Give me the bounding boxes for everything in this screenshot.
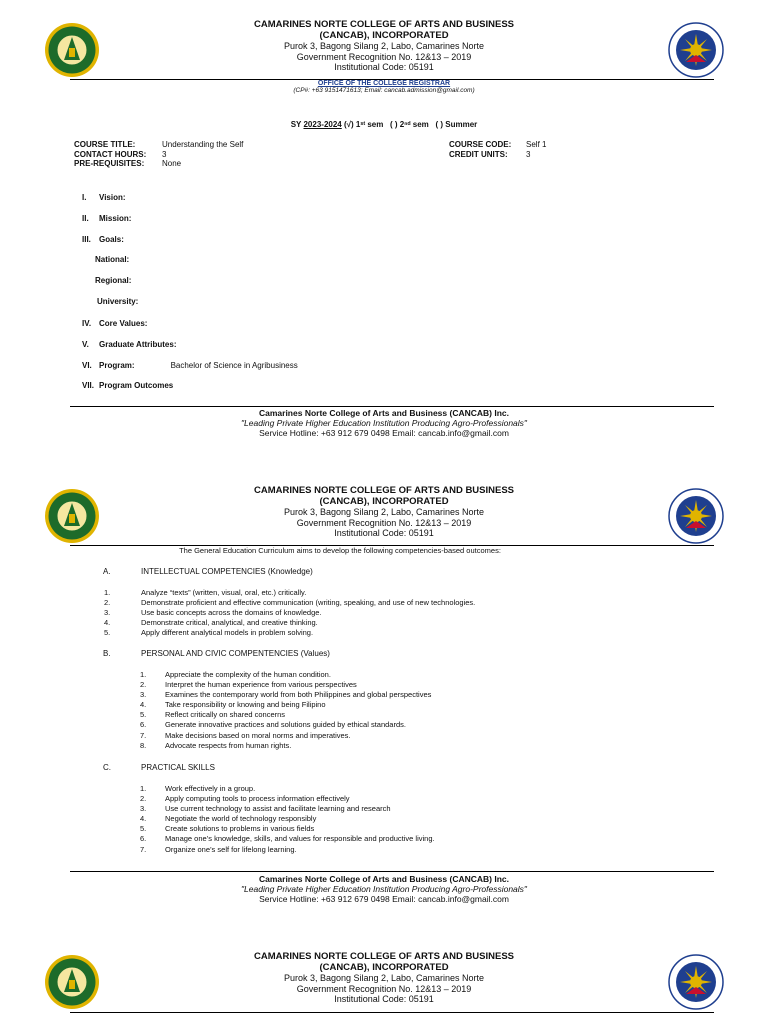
item-number: 7. xyxy=(140,730,147,740)
footer-tagline: "Leading Private Higher Education Institution Producing Agro-Professionals" xyxy=(241,884,527,894)
section-label: Vision: xyxy=(99,193,126,202)
registrar-office: OFFICE OF THE COLLEGE REGISTRAR xyxy=(317,80,451,87)
goals-university xyxy=(97,297,138,306)
item-number: 3. xyxy=(140,690,147,700)
course-info-left xyxy=(74,140,243,169)
institution-name-line2: (CANCAB), INCORPORATED xyxy=(319,495,449,507)
section-number: IV. xyxy=(82,319,92,328)
item-number: 2. xyxy=(140,680,147,690)
list-item xyxy=(140,845,435,855)
list-item xyxy=(140,680,431,690)
section-vision xyxy=(82,193,126,202)
sy-second-sem: ( ) 2ⁿᵈ sem xyxy=(390,120,429,129)
goals-university-label: University: xyxy=(97,297,139,306)
government-recognition: Government Recognition No. 12&13 – 2019 xyxy=(296,517,472,528)
footer-divider xyxy=(70,406,714,407)
section-number: II. xyxy=(82,214,89,223)
competency-c-list xyxy=(140,784,435,855)
institution-address: Purok 3, Bagong Silang 2, Labo, Camarines Norte xyxy=(283,973,485,983)
item-number: 6. xyxy=(140,720,147,730)
contact-hours-value: 3 xyxy=(162,149,167,159)
section-number: VI. xyxy=(82,361,92,370)
section-goals xyxy=(82,235,124,244)
list-item xyxy=(140,741,431,751)
competency-c-heading xyxy=(103,763,215,772)
competency-letter: C. xyxy=(103,763,111,772)
list-item xyxy=(140,794,435,804)
registrar-contact: (CP#: +63 9151471613; Email: cancab.admission@gmail.com) xyxy=(293,87,475,94)
item-text: Work effectively in a group. xyxy=(165,784,256,793)
list-item xyxy=(140,690,431,700)
item-number: 1. xyxy=(140,670,147,679)
item-number: 3. xyxy=(140,804,147,814)
section-number: I. xyxy=(82,193,87,202)
competency-title: INTELLECTUAL COMPETENCIES (Knowledge) xyxy=(141,567,313,576)
item-number: 1. xyxy=(140,784,147,793)
ched-seal-logo xyxy=(668,488,724,544)
competency-a-list xyxy=(104,588,475,638)
registrar-block xyxy=(0,80,768,94)
section-core-values xyxy=(82,319,147,328)
goals-regional xyxy=(95,276,131,285)
header-divider xyxy=(70,1012,714,1013)
list-item xyxy=(140,824,435,834)
item-number: 4. xyxy=(104,618,111,628)
institution-address: Purok 3, Bagong Silang 2, Labo, Camarines Norte xyxy=(283,507,485,517)
cancab-seal-logo xyxy=(44,488,100,544)
list-item xyxy=(104,608,475,618)
footer-name: Camarines Norte College of Arts and Business (CANCAB) Inc. xyxy=(258,408,509,418)
item-number: 1. xyxy=(104,588,111,597)
section-label: Mission: xyxy=(99,214,132,223)
list-item xyxy=(104,618,475,628)
item-number: 2. xyxy=(104,598,111,608)
sy-prefix: SY xyxy=(290,120,302,129)
course-code-value: Self 1 xyxy=(526,140,547,149)
credit-units-label: CREDIT UNITS: xyxy=(449,149,508,159)
item-text: Advocate respects from human rights. xyxy=(165,740,292,750)
section-label: Graduate Attributes: xyxy=(99,340,177,349)
section-number: V. xyxy=(82,340,89,349)
list-item xyxy=(140,731,431,741)
course-title-label: COURSE TITLE: xyxy=(74,140,136,149)
course-info-right xyxy=(449,140,546,159)
footer-contact: Service Hotline: +63 912 679 0498 Email: cancab.info@gmail.com xyxy=(259,428,509,438)
list-item xyxy=(140,710,431,720)
section-program-outcomes xyxy=(82,381,173,390)
footer-tagline: "Leading Private Higher Education Institution Producing Agro-Professionals" xyxy=(241,418,527,428)
ched-seal-logo xyxy=(668,22,724,78)
item-text: Make decisions based on moral norms and imperatives. xyxy=(165,730,351,740)
government-recognition: Government Recognition No. 12&13 – 2019 xyxy=(296,51,472,62)
list-item xyxy=(140,784,435,794)
item-text: Interpret the human experience from various perspectives xyxy=(165,680,357,690)
item-text: Generate innovative practices and solutions guided by ethical standards. xyxy=(165,720,406,730)
section-program xyxy=(82,361,298,370)
item-number: 8. xyxy=(140,740,147,750)
competency-title: PERSONAL AND CIVIC COMPENTENCIES (Values) xyxy=(141,649,330,658)
item-text: Reflect critically on shared concerns xyxy=(165,710,286,720)
competency-a-heading xyxy=(103,567,313,576)
sy-first-sem: (√) 1ˢᵗ sem xyxy=(343,120,384,129)
page-footer-2 xyxy=(0,874,768,904)
item-number: 4. xyxy=(140,814,147,824)
contact-hours-label: CONTACT HOURS: xyxy=(74,149,147,159)
course-code-label: COURSE CODE: xyxy=(449,140,512,149)
cancab-seal-logo xyxy=(44,954,100,1010)
competency-title: PRACTICAL SKILLS xyxy=(141,763,215,772)
goals-regional-label: Regional: xyxy=(95,276,132,285)
item-text: Analyze “texts” (written, visual, oral, etc.) critically. xyxy=(141,588,307,597)
item-number: 2. xyxy=(140,794,147,804)
institution-header-text xyxy=(200,486,568,539)
list-item xyxy=(140,700,431,710)
competency-letter: A. xyxy=(103,567,111,576)
institution-header-text xyxy=(200,952,568,1005)
list-item xyxy=(140,834,435,844)
item-text: Use current technology to assist and facilitate learning and research xyxy=(165,804,391,814)
section-mission xyxy=(82,214,131,223)
list-item xyxy=(140,814,435,824)
curriculum-intro: The General Education Curriculum aims to develop the following competencies-based outcomes: xyxy=(179,546,501,555)
competency-letter: B. xyxy=(103,649,111,658)
institution-name-line2: (CANCAB), INCORPORATED xyxy=(319,961,449,973)
sy-summer: ( ) Summer xyxy=(435,120,478,129)
list-item xyxy=(104,628,475,638)
goals-national xyxy=(95,255,129,264)
item-number: 4. xyxy=(140,700,147,710)
item-number: 7. xyxy=(140,844,147,854)
competency-b-list xyxy=(140,670,431,751)
ched-seal-logo xyxy=(668,954,724,1010)
page-footer-1 xyxy=(0,408,768,438)
item-number: 5. xyxy=(104,628,111,638)
list-item xyxy=(104,598,475,608)
item-number: 5. xyxy=(140,710,147,720)
institution-name: CAMARINES NORTE COLLEGE OF ARTS AND BUSINESS xyxy=(253,19,515,30)
institution-name-line2: (CANCAB), INCORPORATED xyxy=(319,29,449,41)
institutional-code: Institutional Code: 05191 xyxy=(334,62,434,72)
section-label: Core Values: xyxy=(99,319,148,328)
section-number: III. xyxy=(82,235,91,244)
prerequisites-label: PRE-REQUISITES: xyxy=(74,159,145,168)
cancab-seal-logo xyxy=(44,22,100,78)
item-text: Create solutions to problems in various fields xyxy=(165,824,315,834)
prerequisites-value: None xyxy=(162,159,182,168)
item-text: Demonstrate critical, analytical, and creative thinking. xyxy=(141,618,318,628)
list-item xyxy=(104,588,475,598)
item-number: 3. xyxy=(104,608,111,618)
section-label: Program: xyxy=(99,361,135,370)
list-item xyxy=(140,670,431,680)
item-text: Apply different analytical models in problem solving. xyxy=(141,628,314,638)
item-text: Organize one’s self for lifelong learning. xyxy=(165,844,297,854)
section-number: VII. xyxy=(82,381,95,390)
list-item xyxy=(140,804,435,814)
sy-year: 2023-2024 xyxy=(303,120,342,129)
list-item xyxy=(140,720,431,730)
footer-name: Camarines Norte College of Arts and Business (CANCAB) Inc. xyxy=(258,874,509,884)
section-graduate-attributes xyxy=(82,340,177,349)
credit-units-value: 3 xyxy=(526,149,531,159)
institution-address: Purok 3, Bagong Silang 2, Labo, Camarines Norte xyxy=(283,41,485,51)
item-text: Use basic concepts across the domains of knowledge. xyxy=(141,608,322,618)
competency-b-heading xyxy=(103,649,330,658)
footer-divider xyxy=(70,871,714,872)
institutional-code: Institutional Code: 05191 xyxy=(334,994,434,1004)
school-year-line xyxy=(0,120,768,129)
section-label: Program Outcomes xyxy=(99,381,174,390)
section-label: Goals: xyxy=(99,235,124,244)
institution-name: CAMARINES NORTE COLLEGE OF ARTS AND BUSINESS xyxy=(253,485,515,496)
item-number: 6. xyxy=(140,834,147,844)
item-text: Apply computing tools to process information effectively xyxy=(165,794,350,804)
institution-name: CAMARINES NORTE COLLEGE OF ARTS AND BUSINESS xyxy=(253,951,515,962)
item-text: Appreciate the complexity of the human condition. xyxy=(165,670,331,679)
institutional-code: Institutional Code: 05191 xyxy=(334,528,434,538)
header-divider xyxy=(70,79,714,80)
course-title-value: Understanding the Self xyxy=(162,140,244,149)
item-text: Negotiate the world of technology responsibly xyxy=(165,814,317,824)
institution-header-text xyxy=(200,20,568,73)
item-text: Take responsibility or knowing and being Filipino xyxy=(165,700,326,710)
item-text: Manage one’s knowledge, skills, and values for responsible and productive living. xyxy=(165,834,435,844)
footer-contact: Service Hotline: +63 912 679 0498 Email: cancab.info@gmail.com xyxy=(259,894,509,904)
program-value: Bachelor of Science in Agribusiness xyxy=(170,361,298,370)
item-text: Demonstrate proficient and effective communication (writing, speaking, and use of new technologies. xyxy=(141,598,476,608)
goals-national-label: National: xyxy=(95,255,130,264)
government-recognition: Government Recognition No. 12&13 – 2019 xyxy=(296,983,472,994)
item-number: 5. xyxy=(140,824,147,834)
item-text: Examines the contemporary world from both Philippines and global perspectives xyxy=(165,690,432,700)
